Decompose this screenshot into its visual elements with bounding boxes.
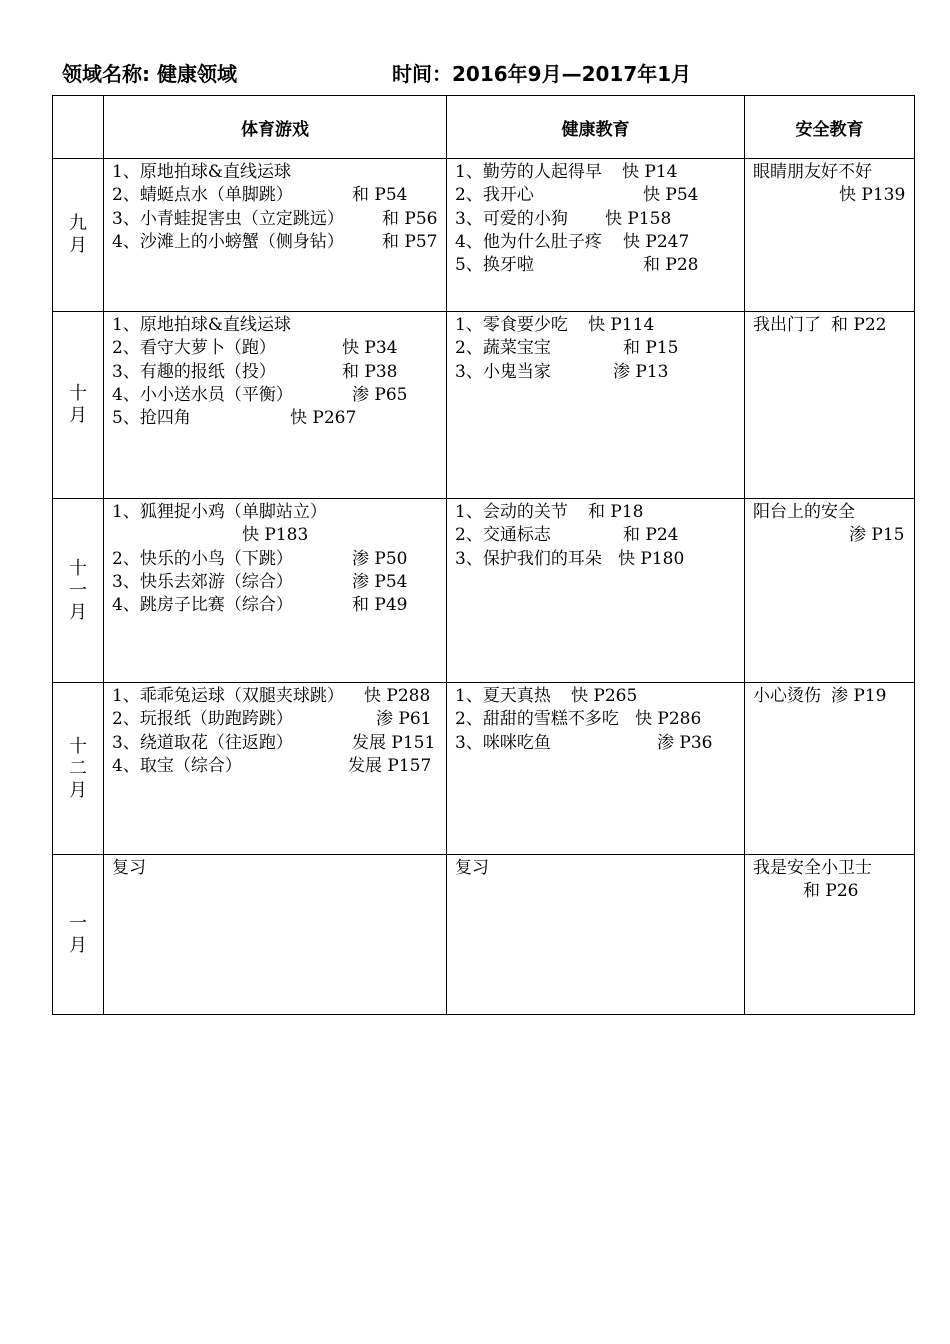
safety-item <box>753 184 914 207</box>
sports-item <box>112 184 446 207</box>
health-item-ref: 快 P286 <box>635 709 702 730</box>
safety-item-text: 我出门了 <box>753 315 821 335</box>
month-row <box>53 499 915 683</box>
header-safety: 安全教育 <box>745 96 915 159</box>
month-label <box>53 499 104 683</box>
sports-item-text: 4、沙滩上的小螃蟹（侧身钻） <box>112 231 344 252</box>
month-row <box>53 312 915 499</box>
month-char: 十 <box>69 557 87 579</box>
sports-item <box>112 361 446 384</box>
health-item <box>455 208 744 231</box>
safety-cell <box>745 312 915 499</box>
sports-item-text: 复习 <box>112 858 146 878</box>
sports-item-text: 1、原地拍球&直线运球 <box>112 315 291 335</box>
month-char: 一 <box>69 579 87 601</box>
sports-item-ref: 渗 P65 <box>352 384 408 405</box>
safety-item <box>753 857 914 880</box>
safety-item-ref: 快 P139 <box>839 185 906 206</box>
month-char: 月 <box>69 601 87 623</box>
month-row <box>53 855 915 1015</box>
sports-item-text: 1、狐狸捉小鸡（单脚站立） <box>112 502 327 522</box>
sports-item-ref: 发展 P157 <box>348 755 432 776</box>
sports-item-text: 3、有趣的报纸（投） <box>112 361 276 382</box>
health-cell <box>447 855 745 1015</box>
sports-item <box>112 571 446 594</box>
sports-item <box>112 161 446 184</box>
health-item-ref: 和 P15 <box>623 338 679 359</box>
month-char: 月 <box>69 934 87 956</box>
sports-cell <box>104 683 447 855</box>
health-item-text: 2、我开心 <box>455 185 534 206</box>
sports-item-ref: 渗 P54 <box>352 571 408 592</box>
health-item-text: 1、会动的关节 <box>455 502 568 522</box>
health-item-ref: 和 P18 <box>588 502 644 522</box>
sports-item-ref: 渗 P61 <box>376 709 432 730</box>
month-char: 月 <box>69 405 87 426</box>
month-char: 九 <box>69 213 87 234</box>
sports-item <box>112 231 446 254</box>
safety-cell <box>745 855 915 1015</box>
sports-cell <box>104 499 447 683</box>
health-item-ref: 渗 P36 <box>657 732 713 753</box>
health-item <box>455 254 744 277</box>
health-item-text: 1、勤劳的人起得早 <box>455 162 602 182</box>
sports-item-text: 2、快乐的小鸟（下跳） <box>112 548 293 569</box>
safety-item <box>753 161 914 184</box>
health-cell <box>447 312 745 499</box>
health-item-text: 4、他为什么肚子疼 <box>455 231 602 252</box>
sports-item <box>112 384 446 407</box>
health-cell <box>447 499 745 683</box>
sports-item-ref: 和 P54 <box>352 185 408 206</box>
month-label <box>53 855 104 1015</box>
sports-item <box>112 337 446 360</box>
health-item <box>455 524 744 547</box>
safety-item <box>753 685 914 708</box>
sports-item-ref: 快 P183 <box>242 525 309 546</box>
sports-item-text: 2、蜻蜓点水（单脚跳） <box>112 185 293 206</box>
month-char: 一 <box>69 912 87 934</box>
sports-item-text: 3、快乐去郊游（综合） <box>112 571 293 592</box>
table-header-row <box>53 96 915 159</box>
domain-label: 领域名称: 健康领域 <box>62 62 237 86</box>
health-item <box>455 337 744 360</box>
sports-item-text: 3、小青蛙捉害虫（立定跳远） <box>112 208 344 229</box>
safety-item-ref: 渗 P15 <box>849 525 905 546</box>
sports-item-ref: 和 P49 <box>352 595 408 616</box>
month-char: 月 <box>69 235 87 256</box>
sports-item <box>112 314 446 337</box>
health-cell <box>447 683 745 855</box>
sports-item-ref: 发展 P151 <box>352 732 436 753</box>
health-item-text: 2、蔬菜宝宝 <box>455 338 551 359</box>
sports-item <box>112 594 446 617</box>
sports-item-text: 1、乖乖兔运球（双腿夹球跳） <box>112 686 344 706</box>
sports-cell <box>104 312 447 499</box>
health-item-ref: 快 P158 <box>605 208 672 229</box>
health-item-text: 复习 <box>455 858 489 878</box>
safety-item-text: 阳台上的安全 <box>753 502 855 522</box>
month-char: 月 <box>69 779 87 801</box>
health-item-ref: 快 P14 <box>622 162 678 182</box>
safety-item-ref: 和 P26 <box>803 881 859 902</box>
sports-item-ref: 快 P34 <box>342 338 398 359</box>
health-item <box>455 501 744 524</box>
sports-item <box>112 755 446 778</box>
sports-item-ref: 快 P267 <box>290 408 357 429</box>
month-row <box>53 683 915 855</box>
safety-item <box>753 314 914 337</box>
sports-item <box>112 501 446 524</box>
sports-item-ref: 和 P38 <box>342 361 398 382</box>
sports-item-text: 4、取宝（综合） <box>112 755 242 776</box>
safety-cell <box>745 159 915 312</box>
month-row <box>53 159 915 312</box>
header-corner <box>53 96 104 159</box>
safety-item-text: 小心烫伤 <box>753 686 821 706</box>
health-item-ref: 渗 P13 <box>613 361 669 382</box>
sports-item-ref: 渗 P50 <box>352 548 408 569</box>
month-char: 十 <box>69 383 87 404</box>
sports-item-text: 2、看守大萝卜（跑） <box>112 338 276 359</box>
health-cell <box>447 159 745 312</box>
health-item-text: 1、零食要少吃 <box>455 315 568 335</box>
safety-cell <box>745 683 915 855</box>
health-item <box>455 708 744 731</box>
health-item-ref: 和 P28 <box>643 255 699 276</box>
sports-item-ref: 快 P288 <box>364 686 431 706</box>
safety-item-text: 眼睛朋友好不好 <box>753 162 872 182</box>
safety-item <box>753 880 914 903</box>
health-item <box>455 685 744 708</box>
health-item-ref: 快 P54 <box>643 185 699 206</box>
safety-item-ref: 和 P22 <box>831 315 887 335</box>
sports-item-text: 4、跳房子比赛（综合） <box>112 595 293 616</box>
header-health: 健康教育 <box>447 96 745 159</box>
sports-cell <box>104 855 447 1015</box>
safety-item-ref: 渗 P19 <box>831 686 887 706</box>
health-item <box>455 548 744 571</box>
month-label <box>53 312 104 499</box>
safety-item <box>753 524 914 547</box>
health-item <box>455 361 744 384</box>
sports-item-text: 3、绕道取花（往返跑） <box>112 732 293 753</box>
sports-item <box>112 708 446 731</box>
sports-item-text: 1、原地拍球&直线运球 <box>112 162 291 182</box>
sports-cell <box>104 159 447 312</box>
sports-item <box>112 208 446 231</box>
sports-item-text: 4、小小送水员（平衡） <box>112 384 293 405</box>
health-item-text: 5、换牙啦 <box>455 255 534 276</box>
sports-item <box>112 857 446 880</box>
sports-item <box>112 685 446 708</box>
health-item-ref: 快 P114 <box>588 315 655 335</box>
month-label <box>53 683 104 855</box>
sports-item <box>112 548 446 571</box>
health-item-text: 3、保护我们的耳朵 <box>455 548 602 569</box>
sports-item-ref: 和 P57 <box>382 231 438 252</box>
health-item-ref: 和 P24 <box>623 525 679 546</box>
time-label: 时间：2016年9月—2017年1月 <box>392 62 692 86</box>
safety-item-text: 我是安全小卫士 <box>753 858 872 878</box>
safety-item <box>753 501 914 524</box>
health-item-text: 3、咪咪吃鱼 <box>455 732 551 753</box>
health-item-text: 2、交通标志 <box>455 525 551 546</box>
sports-item <box>112 524 446 547</box>
month-char: 十 <box>69 735 87 757</box>
plan-table <box>52 95 915 1015</box>
health-item-text: 2、甜甜的雪糕不多吃 <box>455 709 619 730</box>
sports-item-text: 5、抢四角 <box>112 408 191 429</box>
header-sports: 体育游戏 <box>104 96 447 159</box>
sports-item <box>112 407 446 430</box>
health-item-text: 3、小鬼当家 <box>455 361 551 382</box>
health-item <box>455 857 744 880</box>
health-item <box>455 231 744 254</box>
health-item-text: 1、夏天真热 <box>455 686 551 706</box>
health-item <box>455 314 744 337</box>
health-item <box>455 732 744 755</box>
health-item-ref: 快 P265 <box>571 686 638 706</box>
page-header <box>62 58 692 87</box>
health-item-ref: 快 P180 <box>618 548 685 569</box>
sports-item-ref: 和 P56 <box>382 208 438 229</box>
sports-item-text: 2、玩报纸（助跑跨跳） <box>112 709 293 730</box>
health-item-text: 3、可爱的小狗 <box>455 208 568 229</box>
month-label <box>53 159 104 312</box>
safety-cell <box>745 499 915 683</box>
health-item <box>455 161 744 184</box>
health-item-ref: 快 P247 <box>623 231 690 252</box>
health-item <box>455 184 744 207</box>
sports-item <box>112 732 446 755</box>
month-char: 二 <box>69 757 87 779</box>
